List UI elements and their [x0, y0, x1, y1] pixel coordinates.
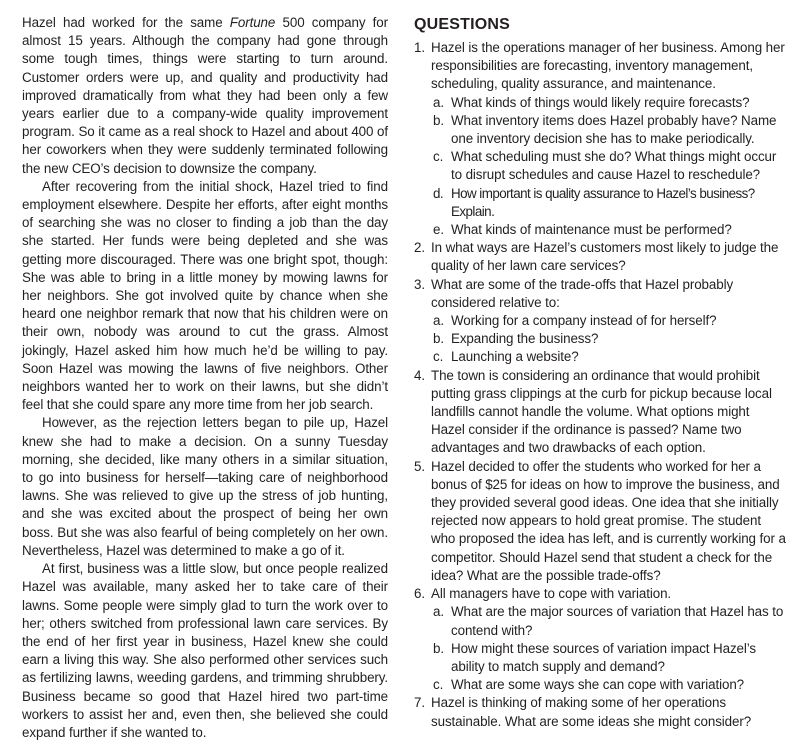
case-paragraph: At first, business was a little slow, but once people realized Hazel was available, many asked her to take care of their lawns. Some people were simply glad to turn the work over to her; others switched from professional lawn care services. By the end of her first year in business, Hazel knew she could earn a living this way. She also performed other services such as fertilizing lawns, weeding gardens, and trimming shrubbery. Business became so good that Hazel hired two part-time workers to assist her and, even then, she believed she could expand further if she wanted to. — [22, 561, 388, 740]
sub-question — [414, 348, 786, 366]
question-text: In what ways are Hazel’s customers most likely to judge the quality of her lawn care services? — [431, 240, 779, 274]
question-number: 1. — [414, 40, 425, 55]
sub-question-letter: b. — [433, 640, 444, 656]
sub-question — [414, 676, 786, 694]
sub-question — [414, 603, 786, 639]
question-number: 4. — [414, 367, 425, 383]
sub-question-text: What kinds of maintenance must be performed? — [451, 222, 732, 238]
question-number: 3. — [414, 276, 425, 292]
sub-question-letter: b. — [433, 112, 444, 128]
question-item — [414, 694, 786, 730]
sub-question-letter: e. — [433, 222, 444, 238]
sub-question-letter: c. — [433, 677, 444, 693]
sub-question-text: What are some ways she can cope with variation? — [451, 677, 745, 693]
sub-question-letter: c. — [433, 349, 444, 365]
sub-question — [414, 312, 786, 330]
paragraph-text: Hazel had worked for the same — [22, 15, 230, 30]
question-item — [414, 367, 786, 458]
question-text: Hazel is thinking of making some of her operations sustainable. What are some ideas she might consider? — [431, 695, 752, 729]
sub-question-text: Expanding the business? — [451, 331, 599, 347]
question-item — [414, 585, 786, 603]
case-paragraph: After recovering from the initial shock, Hazel tried to find employment elsewhere. Despite her efforts, after eight months of searching she was no closer to finding a job than the day she started. Her funds were being depleted and she was getting more discouraged. There was one bright spot, though: She was able to bring in a little money by mowing lawns for her neighbors. She got involved quite by chance when she heard one neighbor remark that now that his children were on their own, nobody was around to cut the grass. Almost jokingly, Hazel asked him how much he’d be willing to pay. Soon Hazel was mowing the lawns of five neighbors. Other neighbors wanted her to work on their lawns, but she didn’t feel that she could spare any more time from her job search. — [22, 178, 388, 413]
sub-question — [414, 94, 786, 112]
question-item — [414, 458, 786, 585]
question-number: 6. — [414, 586, 425, 602]
question-text: Hazel is the operations manager of her business. Among her responsibilities are forecasting, inventory management, scheduling, quality assurance, and maintenance. — [431, 40, 785, 92]
sub-question-letter: a. — [433, 313, 444, 329]
questions-column — [414, 14, 786, 731]
sub-question — [414, 640, 786, 676]
question-number: 2. — [414, 240, 425, 256]
sub-question-text: Launching a website? — [451, 349, 579, 365]
paragraph-text: 500 company for almost 15 years. Although the company had gone through some tough times, things were starting to turn around. Customer orders were up, and quality and productivity had improved dramatically from what they had been only a few years earlier due to a company-wide quality improvement program. So it came as a real shock to Hazel and about 400 of her coworkers when they were suddenly terminated following the new CEO’s decision to downsize the company. — [22, 15, 388, 176]
sub-question-letter: c. — [433, 149, 444, 165]
question-item — [414, 39, 786, 94]
sub-question-letter: d. — [433, 185, 444, 201]
question-text: The town is considering an ordinance that would prohibit putting grass clippings at the curb for pickup because local landfills cannot handle the volume. What options might Hazel consider if the ordinance is passed? Name two advantages and two drawbacks of each option. — [431, 367, 772, 456]
question-item — [414, 239, 786, 275]
question-number: 5. — [414, 458, 425, 474]
sub-question-text: What inventory items does Hazel probably have? Name one inventory decision she has to make periodically. — [451, 112, 777, 147]
case-paragraph — [22, 14, 388, 178]
sub-question — [414, 330, 786, 348]
question-text: Hazel decided to offer the students who worked for her a bonus of $25 for ideas on how to improve the business, and they provided several good ideas. One idea that she initially rejected now appears to hold great promise. The student who proposed the idea has left, and is currently working for a competitor. Should Hazel send that student a check for the idea? What are the possible trade-offs? — [431, 458, 786, 583]
question-text: What are some of the trade-offs that Hazel probably considered relative to: — [431, 276, 734, 310]
case-study-column — [22, 14, 388, 742]
sub-question — [414, 185, 786, 221]
sub-question-text: What scheduling must she do? What things might occur to disrupt schedules and cause Hazel to reschedule? — [451, 149, 777, 183]
sub-question — [414, 112, 786, 148]
sub-question-text: How important is quality assurance to Hazel’s business? Explain. — [451, 185, 755, 219]
sub-question-letter: a. — [433, 94, 444, 110]
question-number: 7. — [414, 695, 425, 711]
sub-question — [414, 221, 786, 239]
case-paragraph: However, as the rejection letters began to pile up, Hazel knew she had to make a decision. On a sunny Tuesday morning, she decided, like many others in a similar situation, to go into business for herself—taking care of neighborhood lawns. She was relieved to give up the stress of job hunting, and she was excited about the prospect of being her own boss. But she was also fearful of being completely on her own. Nevertheless, Hazel was determined to make a go of it. — [22, 415, 388, 558]
sub-question-text: What are the major sources of variation that Hazel has to contend with? — [451, 604, 784, 638]
question-text: All managers have to cope with variation. — [431, 586, 672, 602]
sub-question-text: What kinds of things would likely require forecasts? — [451, 94, 750, 110]
sub-question-letter: a. — [433, 604, 444, 620]
sub-question-text: How might these sources of variation impact Hazel’s ability to match supply and demand? — [451, 640, 757, 674]
sub-question-text: Working for a company instead of for herself? — [451, 313, 717, 329]
sub-question — [414, 148, 786, 184]
question-item — [414, 276, 786, 312]
questions-heading: QUESTIONS — [414, 16, 511, 33]
italic-publication-name: Fortune — [229, 15, 276, 30]
sub-question-letter: b. — [433, 331, 444, 347]
